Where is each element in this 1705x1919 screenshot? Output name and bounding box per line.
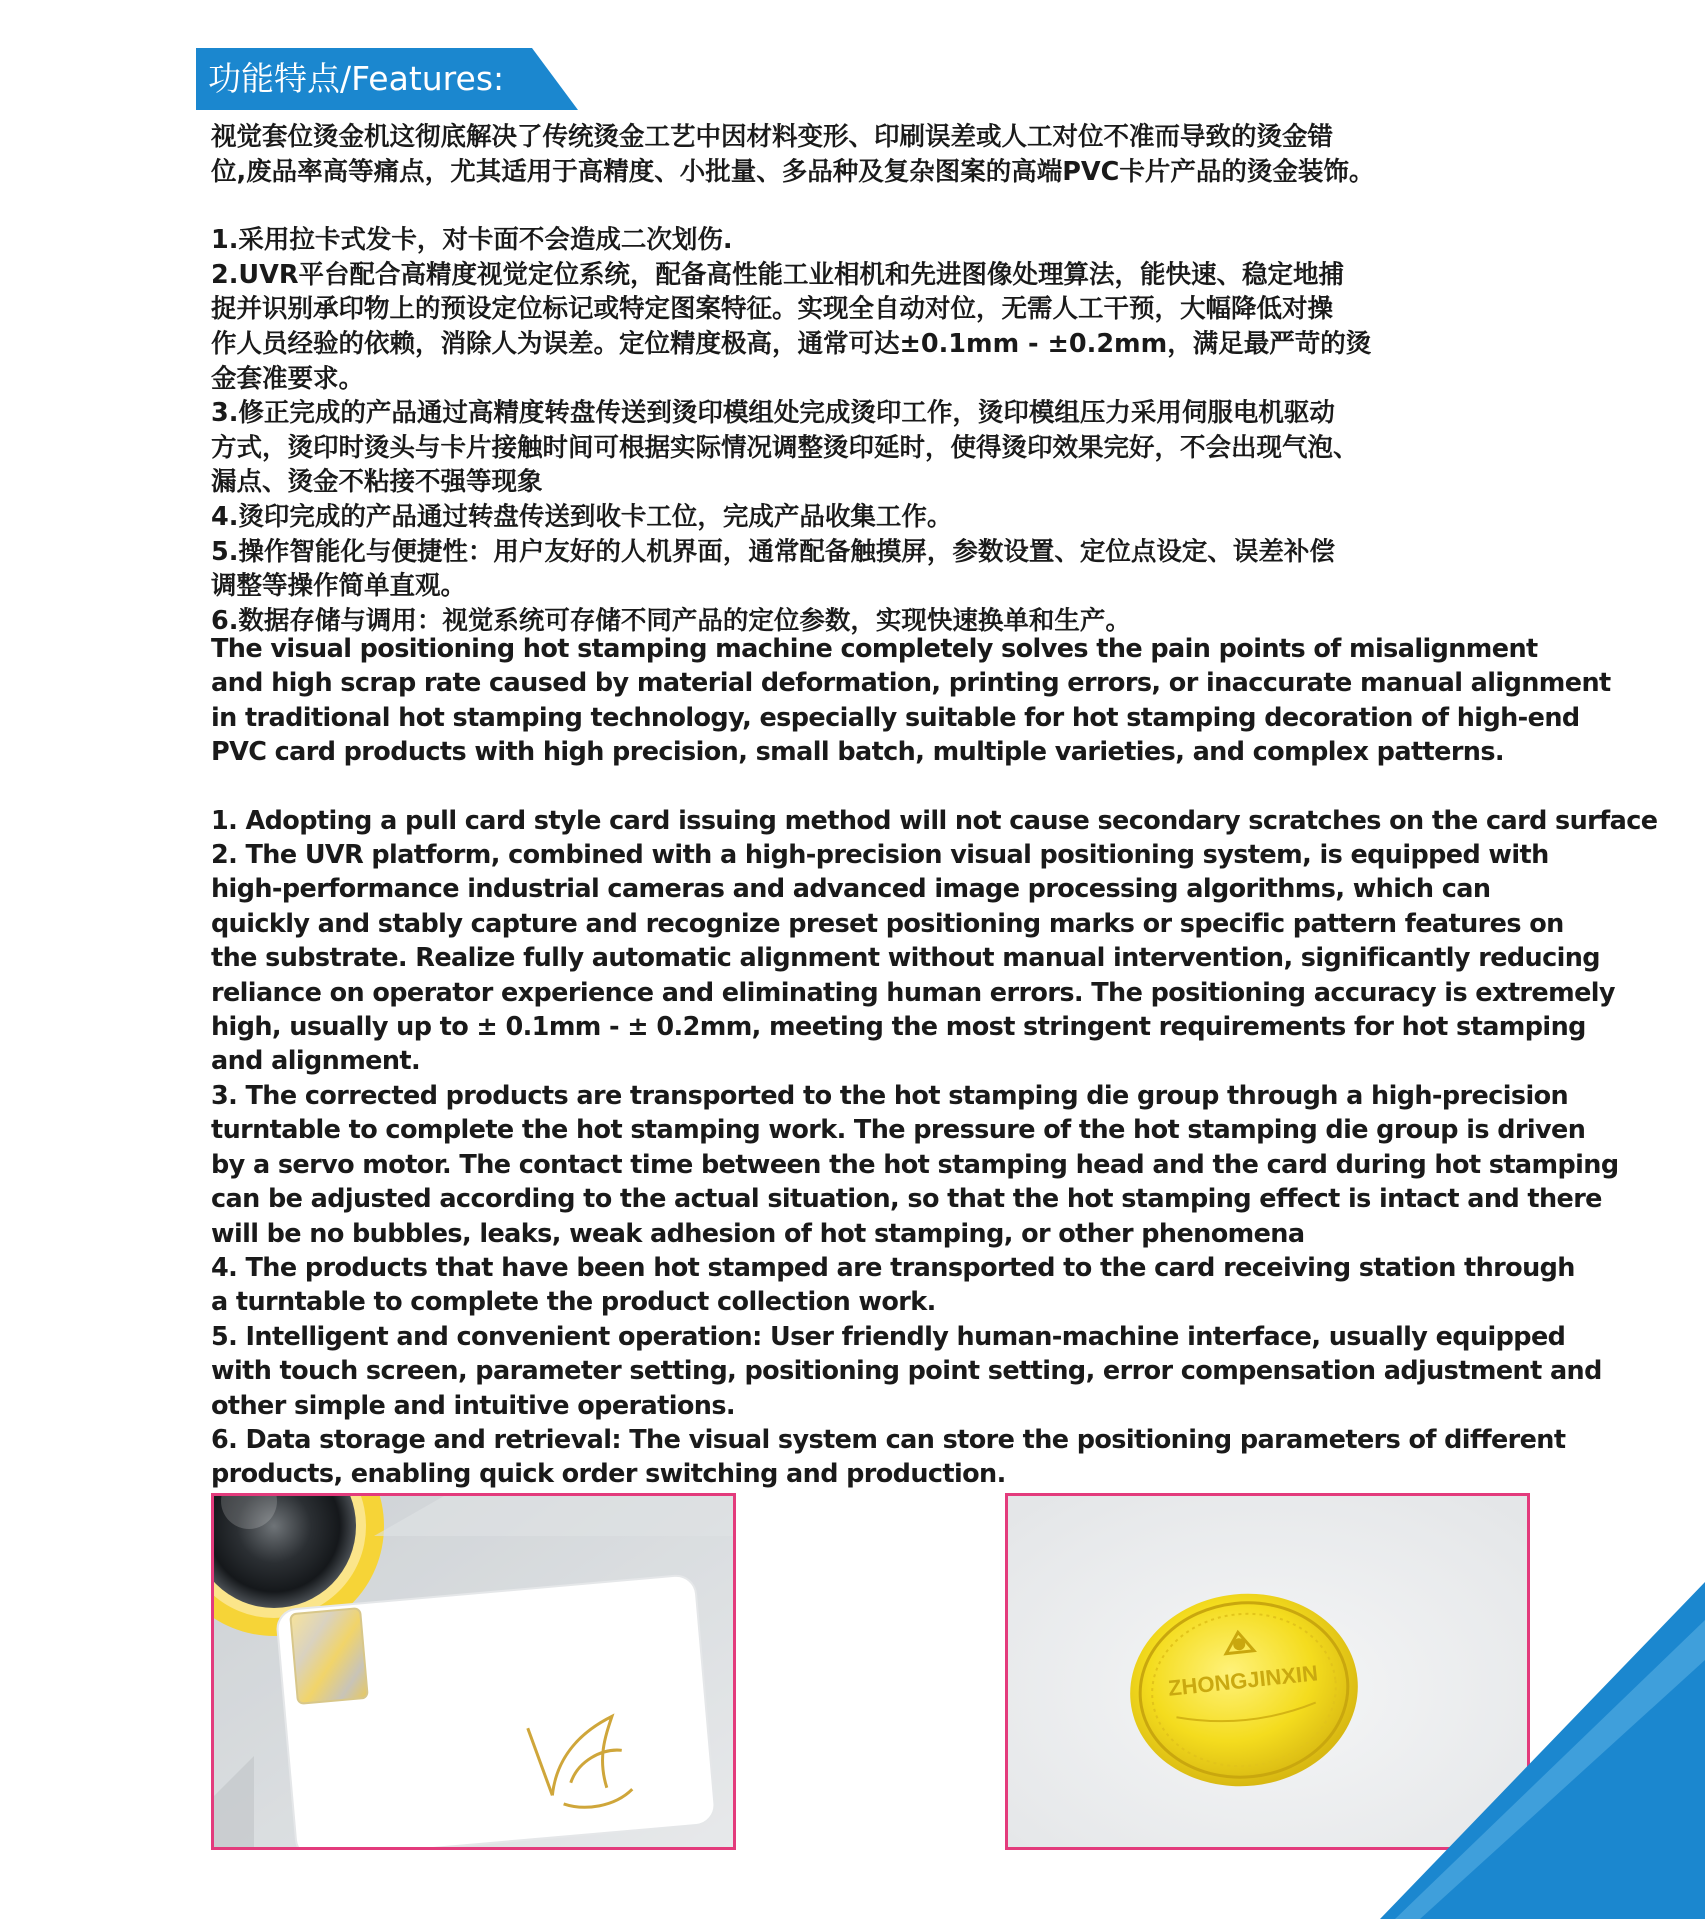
zh-feature-line: 3.修正完成的产品通过高精度转盘传送到烫印模组处完成烫印工作，烫印模组压力采用伺服电机驱动 [211, 398, 1335, 429]
en-feature-line: will be no bubbles, leaks, weak adhesion of hot stamping, or other phenomena [211, 1218, 1305, 1249]
en-feature-line: turntable to complete the hot stamping work. The pressure of the hot stamping die group is driven [211, 1115, 1586, 1146]
en-feature-line: high, usually up to ± 0.1mm - ± 0.2mm, meeting the most stringent requirements for hot stamping [211, 1012, 1586, 1043]
en-intro-line: in traditional hot stamping technology, especially suitable for hot stamping decoration of high-end [211, 702, 1580, 733]
zh-intro-line: 视觉套位烫金机这彻底解决了传统烫金工艺中因材料变形、印刷误差或人工对位不准而导致的烫金错 [211, 122, 1334, 152]
en-feature-line: products, enabling quick order switching and production. [211, 1459, 1006, 1490]
en-feature-line: can be adjusted according to the actual situation, so that the hot stamping effect is intact and there [211, 1184, 1602, 1215]
en-feature-line: by a servo motor. The contact time between the hot stamping head and the card during hot stamping [211, 1149, 1619, 1180]
zh-feature-line: 调整等操作简单直观。 [211, 571, 467, 602]
en-feature-line: quickly and stably capture and recognize preset positioning marks or specific pattern features on [211, 908, 1564, 939]
en-feature-line: 3. The corrected products are transported to the hot stamping die group through a high-precision [211, 1080, 1569, 1111]
zh-feature-line: 5.操作智能化与便捷性：用户友好的人机界面，通常配备触摸屏，参数设置、定位点设定、误差补偿 [211, 536, 1335, 567]
section-header [196, 48, 578, 110]
zh-feature-line: 6.数据存储与调用：视觉系统可存储不同产品的定位参数，实现快速换单和生产。 [211, 605, 1131, 636]
zh-feature-line: 2.UVR平台配合高精度视觉定位系统，配备高性能工业相机和先进图像处理算法，能快速、稳定地捕 [211, 259, 1345, 290]
gold-seal-photo [1005, 1493, 1530, 1850]
seal-text: ZHONGJINXIN [1166, 1660, 1320, 1701]
en-feature-line: high-performance industrial cameras and advanced image processing algorithms, which can [211, 874, 1491, 905]
en-feature-line: other simple and intuitive operations. [211, 1390, 735, 1421]
gold-seal-photo-icon [1008, 1496, 1527, 1847]
zh-feature-line: 方式，烫印时烫头与卡片接触时间可根据实际情况调整烫印延时，使得烫印效果完好，不会出现气泡、 [211, 432, 1359, 463]
en-feature-line: 4. The products that have been hot stamped are transported to the card receiving station through [211, 1252, 1575, 1283]
en-intro-line: and high scrap rate caused by material deformation, printing errors, or inaccurate manual alignment [211, 668, 1611, 699]
section-title: 功能特点/Features: [208, 59, 505, 98]
en-feature-line: 1. Adopting a pull card style card issuing method will not cause secondary scratches on the card surface [211, 805, 1658, 836]
en-feature-line: a turntable to complete the product collection work. [211, 1287, 936, 1318]
en-feature-line: with touch screen, parameter setting, positioning point setting, error compensation adjustment and [211, 1356, 1602, 1387]
en-feature-line: reliance on operator experience and eliminating human errors. The positioning accuracy is extremely [211, 977, 1615, 1008]
zh-feature-line: 捉并识别承印物上的预设定位标记或特定图案特征。实现全自动对位，无需人工干预，大幅降低对操 [211, 294, 1334, 325]
zh-intro-line: 位,废品率高等痛点，尤其适用于高精度、小批量、多品种及复杂图案的高端PVC卡片产品的烫金装饰。 [211, 156, 1375, 187]
zh-feature-line: 4.烫印完成的产品通过转盘传送到收卡工位，完成产品收集工作。 [211, 501, 953, 532]
zh-feature-line: 1.采用拉卡式发卡，对卡面不会造成二次划伤. [211, 225, 733, 256]
card-photo [211, 1493, 736, 1850]
en-intro-line: PVC card products with high precision, small batch, multiple varieties, and complex patterns. [211, 737, 1505, 768]
zh-feature-line: 金套准要求。 [211, 363, 365, 394]
zh-feature-line: 作人员经验的依赖，消除人为误差。定位精度极高，通常可达±0.1mm - ±0.2mm，满足最严苛的烫 [211, 328, 1372, 359]
en-feature-line: 2. The UVR platform, combined with a high-precision visual positioning system, is equipped with [211, 840, 1549, 871]
en-feature-line: 5. Intelligent and convenient operation: User friendly human-machine interface, usually equipped [211, 1321, 1566, 1352]
english-description [211, 632, 1658, 1492]
en-feature-line: 6. Data storage and retrieval: The visual system can store the positioning parameters of different [211, 1424, 1566, 1455]
en-intro-line: The visual positioning hot stamping machine completely solves the pain points of misalignment [211, 634, 1538, 664]
card-photo-icon [214, 1496, 733, 1847]
zh-feature-line: 漏点、烫金不粘接不强等现象 [211, 467, 543, 498]
chinese-description [211, 120, 1551, 638]
en-feature-line: and alignment. [211, 1046, 421, 1077]
en-feature-line: the substrate. Realize fully automatic alignment without manual intervention, significantly reducing [211, 943, 1600, 974]
